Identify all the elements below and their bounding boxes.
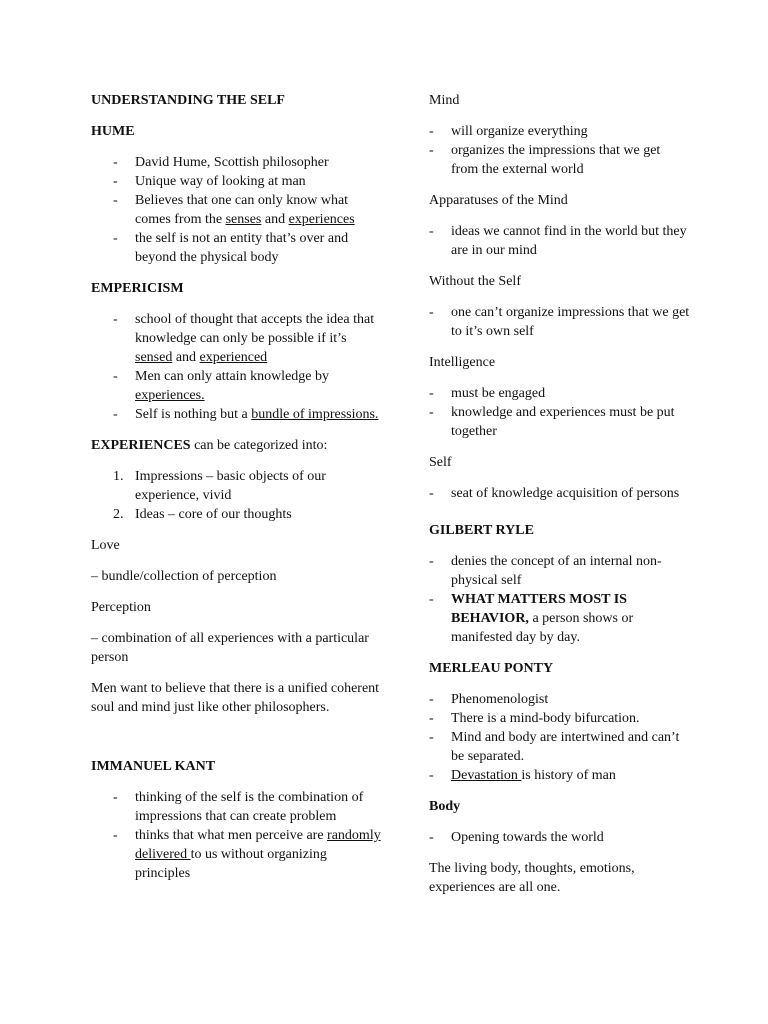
list-item: - denies the concept of an internal non-physical self xyxy=(429,552,691,590)
love-definition: – bundle/collection of perception xyxy=(91,569,277,584)
experiences-intro: EXPERIENCES can be categorized into: xyxy=(91,438,328,453)
list-item: - Phenomenologist xyxy=(429,690,691,709)
empericism-heading: EMPERICISM xyxy=(91,281,184,296)
list-item: - Self is nothing but a bundle of impressions. xyxy=(91,405,383,424)
mind-list xyxy=(429,122,691,179)
apparatuses-list xyxy=(429,222,691,260)
list-item: - David Hume, Scottish philosopher xyxy=(91,153,383,172)
perception-label: Perception xyxy=(91,600,151,615)
list-item: 2. Ideas – core of our thoughts xyxy=(113,507,292,522)
list-item: - the self is not an entity that’s over and beyond the physical body xyxy=(91,229,383,267)
kant-heading: IMMANUEL KANT xyxy=(91,759,216,774)
list-item: - thinking of the self is the combination of impressions that can create problem xyxy=(91,788,383,826)
list-item: - There is a mind-body bifurcation. xyxy=(429,709,691,728)
intelligence-list xyxy=(429,384,691,441)
mind-label: Mind xyxy=(429,93,460,108)
list-item: - school of thought that accepts the idea that knowledge can only be possible if it’s sensed and experienced xyxy=(91,310,383,367)
list-item: - WHAT MATTERS MOST IS BEHAVIOR, a person shows or manifested day by day. xyxy=(429,590,691,647)
list-item: - ideas we cannot find in the world but they are in our mind xyxy=(429,222,691,260)
men-want-paragraph: Men want to believe that there is a unified coherent soul and mind just like other philosophers. xyxy=(91,681,380,715)
list-item: - Opening towards the world xyxy=(429,828,691,847)
list-item: - will organize everything xyxy=(429,122,691,141)
list-item: - Devastation is history of man xyxy=(429,766,691,785)
without-self-list xyxy=(429,303,691,341)
intelligence-label: Intelligence xyxy=(429,355,496,370)
apparatuses-label: Apparatuses of the Mind xyxy=(429,193,568,208)
list-item: - must be engaged xyxy=(429,384,691,403)
list-item: - Mind and body are intertwined and can’t be separated. xyxy=(429,728,691,766)
list-item: - seat of knowledge acquisition of persons xyxy=(429,484,691,503)
experiences-list xyxy=(91,467,383,524)
list-item: - organizes the impressions that we get from the external world xyxy=(429,141,691,179)
list-item: - Unique way of looking at man xyxy=(91,172,383,191)
kant-list xyxy=(91,788,383,883)
body-list xyxy=(429,828,691,847)
list-item: - Believes that one can only know what comes from the senses and experiences xyxy=(91,191,383,229)
list-item: - one can’t organize impressions that we get to it’s own self xyxy=(429,303,691,341)
body-heading: Body xyxy=(429,799,461,814)
perception-definition: – combination of all experiences with a particular person xyxy=(91,631,369,665)
list-item: - thinks that what men perceive are randomly delivered to us without organizing principles xyxy=(91,826,383,883)
hume-heading: HUME xyxy=(91,124,135,139)
empericism-list xyxy=(91,310,383,424)
without-self-label: Without the Self xyxy=(429,274,521,289)
closing-paragraph: The living body, thoughts, emotions, experiences are all one. xyxy=(429,861,635,895)
right-column xyxy=(429,91,691,909)
ryle-list xyxy=(429,552,691,647)
ryle-heading: GILBERT RYLE xyxy=(429,523,534,538)
self-label: Self xyxy=(429,455,452,470)
ponty-heading: MERLEAU PONTY xyxy=(429,661,554,676)
left-column xyxy=(91,91,383,895)
list-item: 1. Impressions – basic objects of our experience, vivid xyxy=(113,469,326,503)
list-item: - knowledge and experiences must be put together xyxy=(429,403,691,441)
document-title: UNDERSTANDING THE SELF xyxy=(91,93,285,108)
hume-list xyxy=(91,153,383,267)
self-list xyxy=(429,484,691,503)
love-label: Love xyxy=(91,538,120,553)
list-item: - Men can only attain knowledge by experiences. xyxy=(91,367,383,405)
ponty-list xyxy=(429,690,691,785)
